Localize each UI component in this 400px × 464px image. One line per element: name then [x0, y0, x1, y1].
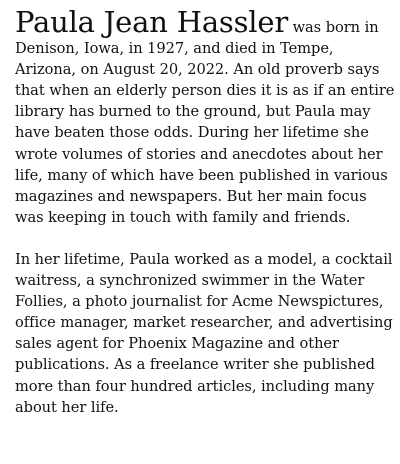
person-name: Paula Jean Hassler: [15, 5, 288, 39]
paragraph-1-text: was born in Denison, Iowa, in 1927, and died in Tempe, Arizona, on August 20, 2022. An old proverb says that when an elderly person dies it is as if an entire library has burned to the ground, but Paula may have beaten those odds. During her lifetime she wrote volumes of stories and anecdotes about her life, many of which have been published in various magazines and newspapers. But her main focus was keeping in touch with family and friends.: [15, 19, 395, 226]
obituary-text: [15, 5, 395, 418]
paragraph-2: In her lifetime, Paula worked as a model, a cocktail waitress, a synchronized swimmer in the Water Follies, a photo journalist for Acme Newspictures, office manager, market researcher, and advertising sales agent for Phoenix Magazine and other publications. As a freelance writer she published more than four hundred articles, including many about her life.: [15, 250, 393, 416]
paragraph-1: [15, 5, 395, 228]
